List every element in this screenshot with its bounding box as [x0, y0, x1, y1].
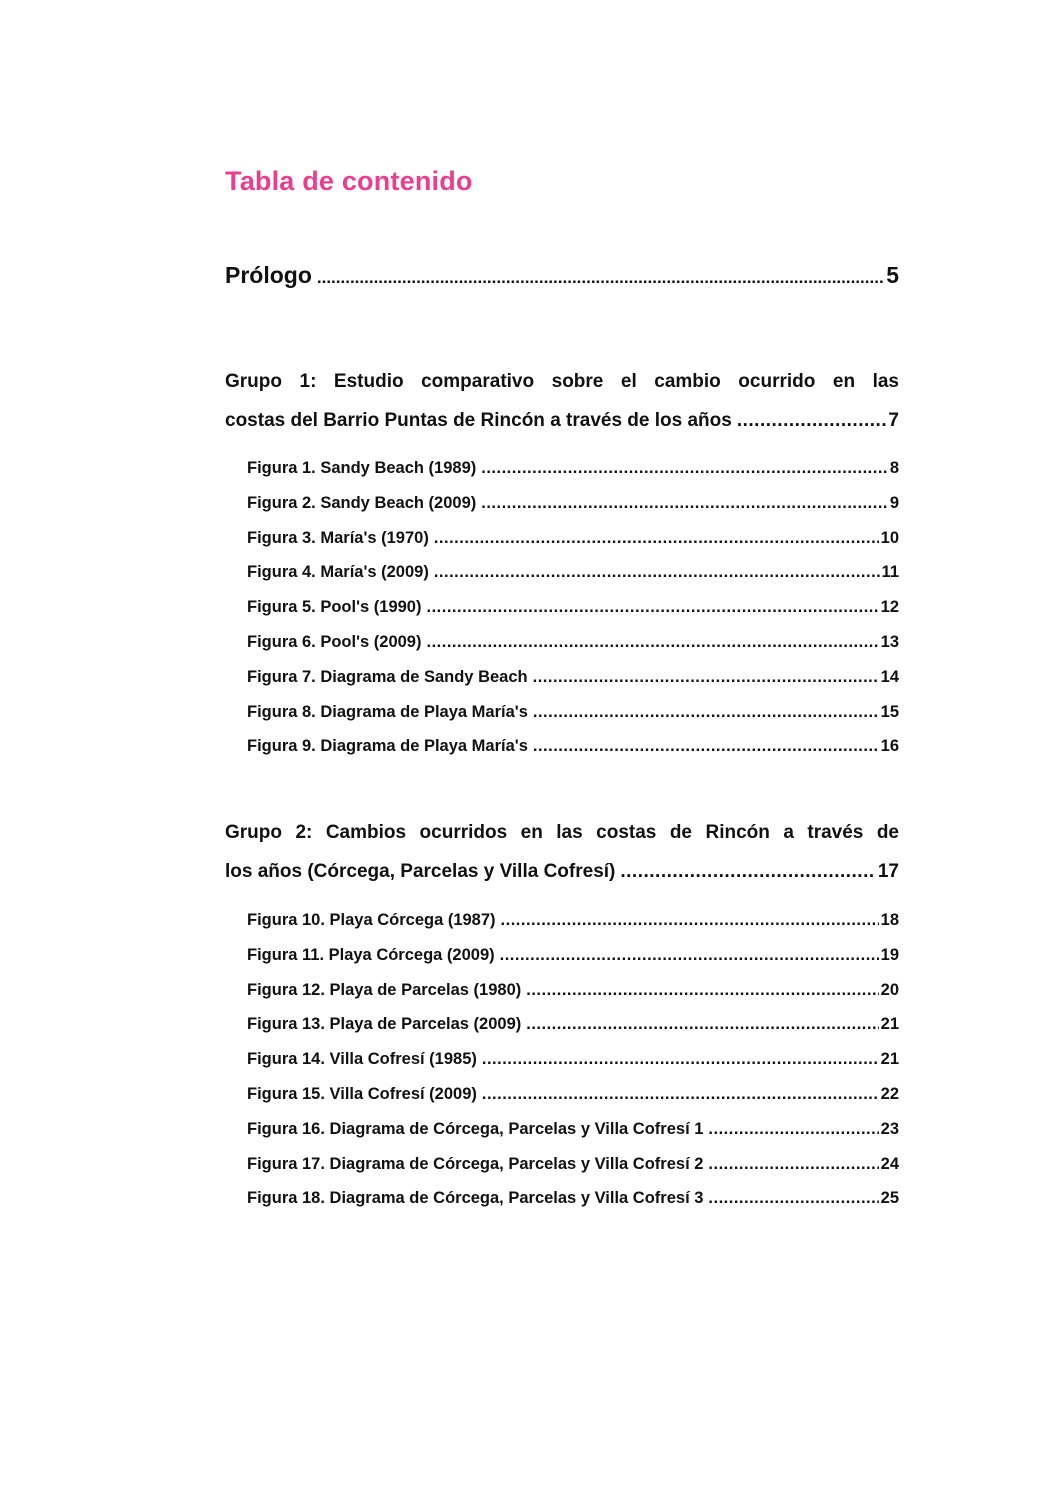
dot-leader [708, 1181, 878, 1216]
entry-page-number: 23 [880, 1119, 899, 1138]
dot-leader [426, 590, 878, 625]
toc-entry-group-1[interactable] [225, 362, 899, 440]
dot-leader [482, 1042, 879, 1077]
toc-entry-figure[interactable] [247, 660, 899, 695]
entry-label: Prólogo [225, 262, 312, 288]
entry-page-number: 14 [880, 667, 899, 686]
dot-leader [708, 1147, 878, 1182]
entry-label: Figura 8. Diagrama de Playa María's [247, 702, 528, 721]
entry-page-number: 18 [880, 911, 899, 929]
entry-label: Figura 12. Playa de Parcelas (1980) [247, 980, 522, 999]
toc-entry-figure[interactable] [247, 521, 899, 556]
dot-leader [533, 660, 879, 695]
toc-entry-figure[interactable] [247, 1042, 899, 1077]
toc-entry-figure[interactable] [247, 1077, 899, 1112]
entry-label: Figura 7. Diagrama de Sandy Beach [247, 667, 528, 686]
dot-leader [317, 268, 884, 288]
dot-leader [526, 1007, 878, 1042]
dot-leader [481, 486, 888, 521]
toc-entry-figure[interactable] [247, 625, 899, 660]
entry-page-number: 16 [880, 737, 899, 756]
entry-page-number: 19 [880, 945, 899, 964]
toc-entry-figure[interactable] [247, 903, 899, 938]
entry-page-number: 15 [880, 702, 899, 721]
dot-leader [526, 973, 878, 1008]
figure-list-group-1 [247, 451, 899, 764]
dot-leader [737, 401, 887, 440]
toc-entry-figure[interactable] [247, 938, 899, 973]
toc-entry-figure[interactable] [247, 1147, 899, 1182]
toc-entry-figure[interactable] [247, 729, 899, 764]
entry-page-number: 9 [889, 493, 899, 512]
entry-label: Figura 1. Sandy Beach (1989) [247, 459, 477, 477]
entry-label: Figura 16. Diagrama de Córcega, Parcelas y Villa Cofresí 1 [247, 1119, 704, 1138]
entry-label: Figura 17. Diagrama de Córcega, Parcelas y Villa Cofresí 2 [247, 1154, 704, 1173]
dot-leader [426, 625, 878, 660]
group-heading-line-2 [225, 401, 899, 440]
entry-label: Figura 15. Villa Cofresí (2009) [247, 1084, 477, 1103]
dot-leader [500, 938, 879, 973]
entry-page-number: 12 [880, 598, 899, 617]
entry-page-number: 21 [880, 1050, 899, 1069]
entry-page-number: 5 [886, 262, 899, 288]
group-heading-line-1: Grupo 2: Cambios ocurridos en las costas de Rincón a través de [225, 822, 899, 843]
entry-page-number: 17 [877, 861, 899, 882]
toc-title: Tabla de contenido [225, 166, 473, 196]
entry-page-number: 10 [880, 528, 899, 547]
entry-page-number: 25 [880, 1189, 899, 1208]
dot-leader [620, 852, 875, 891]
toc-entry-figure[interactable] [247, 695, 899, 730]
entry-label: Figura 2. Sandy Beach (2009) [247, 493, 477, 512]
toc-entry-figure[interactable] [247, 555, 899, 590]
entry-label: Figura 10. Playa Córcega (1987) [247, 911, 496, 929]
dot-leader [481, 451, 888, 486]
entry-label: Figura 3. María's (1970) [247, 528, 429, 547]
dot-leader [533, 729, 879, 764]
toc-entry-figure[interactable] [247, 590, 899, 625]
entry-page-number: 11 [881, 563, 899, 582]
entry-page-number: 13 [880, 632, 899, 651]
entry-label: Figura 9. Diagrama de Playa María's [247, 737, 528, 756]
entry-label: costas del Barrio Puntas de Rincón a través de los años [225, 410, 732, 431]
dot-leader [708, 1112, 878, 1147]
entry-label: Figura 4. María's (2009) [247, 563, 429, 582]
toc-entry-figure[interactable] [247, 451, 899, 486]
entry-label: Figura 14. Villa Cofresí (1985) [247, 1050, 477, 1069]
toc-entry-figure[interactable] [247, 973, 899, 1008]
toc-entry-figure[interactable] [247, 1112, 899, 1147]
entry-label: Figura 13. Playa de Parcelas (2009) [247, 1015, 522, 1034]
entry-label: Figura 6. Pool's (2009) [247, 632, 422, 651]
entry-page-number: 24 [880, 1154, 899, 1173]
dot-leader [434, 521, 879, 556]
toc-entry-figure[interactable] [247, 1007, 899, 1042]
group-heading-line-2 [225, 852, 899, 891]
entry-page-number: 21 [880, 1015, 899, 1034]
entry-label: los años (Córcega, Parcelas y Villa Cofresí) [225, 861, 616, 882]
figure-list-group-2 [247, 903, 899, 1216]
dot-leader [482, 1077, 879, 1112]
toc-entry-figure[interactable] [247, 486, 899, 521]
group-heading-line-1: Grupo 1: Estudio comparativo sobre el cambio ocurrido en las [225, 371, 899, 392]
entry-page-number: 8 [889, 459, 899, 477]
dot-leader [533, 695, 879, 730]
entry-label: Figura 18. Diagrama de Córcega, Parcelas y Villa Cofresí 3 [247, 1189, 704, 1208]
entry-label: Figura 5. Pool's (1990) [247, 598, 422, 617]
toc-entry-prologue[interactable] [225, 262, 899, 289]
toc-entry-group-2[interactable] [225, 813, 899, 891]
entry-page-number: 22 [880, 1084, 899, 1103]
dot-leader [501, 903, 879, 938]
toc-entry-figure[interactable] [247, 1181, 899, 1216]
entry-page-number: 7 [888, 410, 899, 431]
entry-label: Figura 11. Playa Córcega (2009) [247, 945, 495, 964]
entry-page-number: 20 [880, 980, 899, 999]
dot-leader [434, 555, 880, 590]
